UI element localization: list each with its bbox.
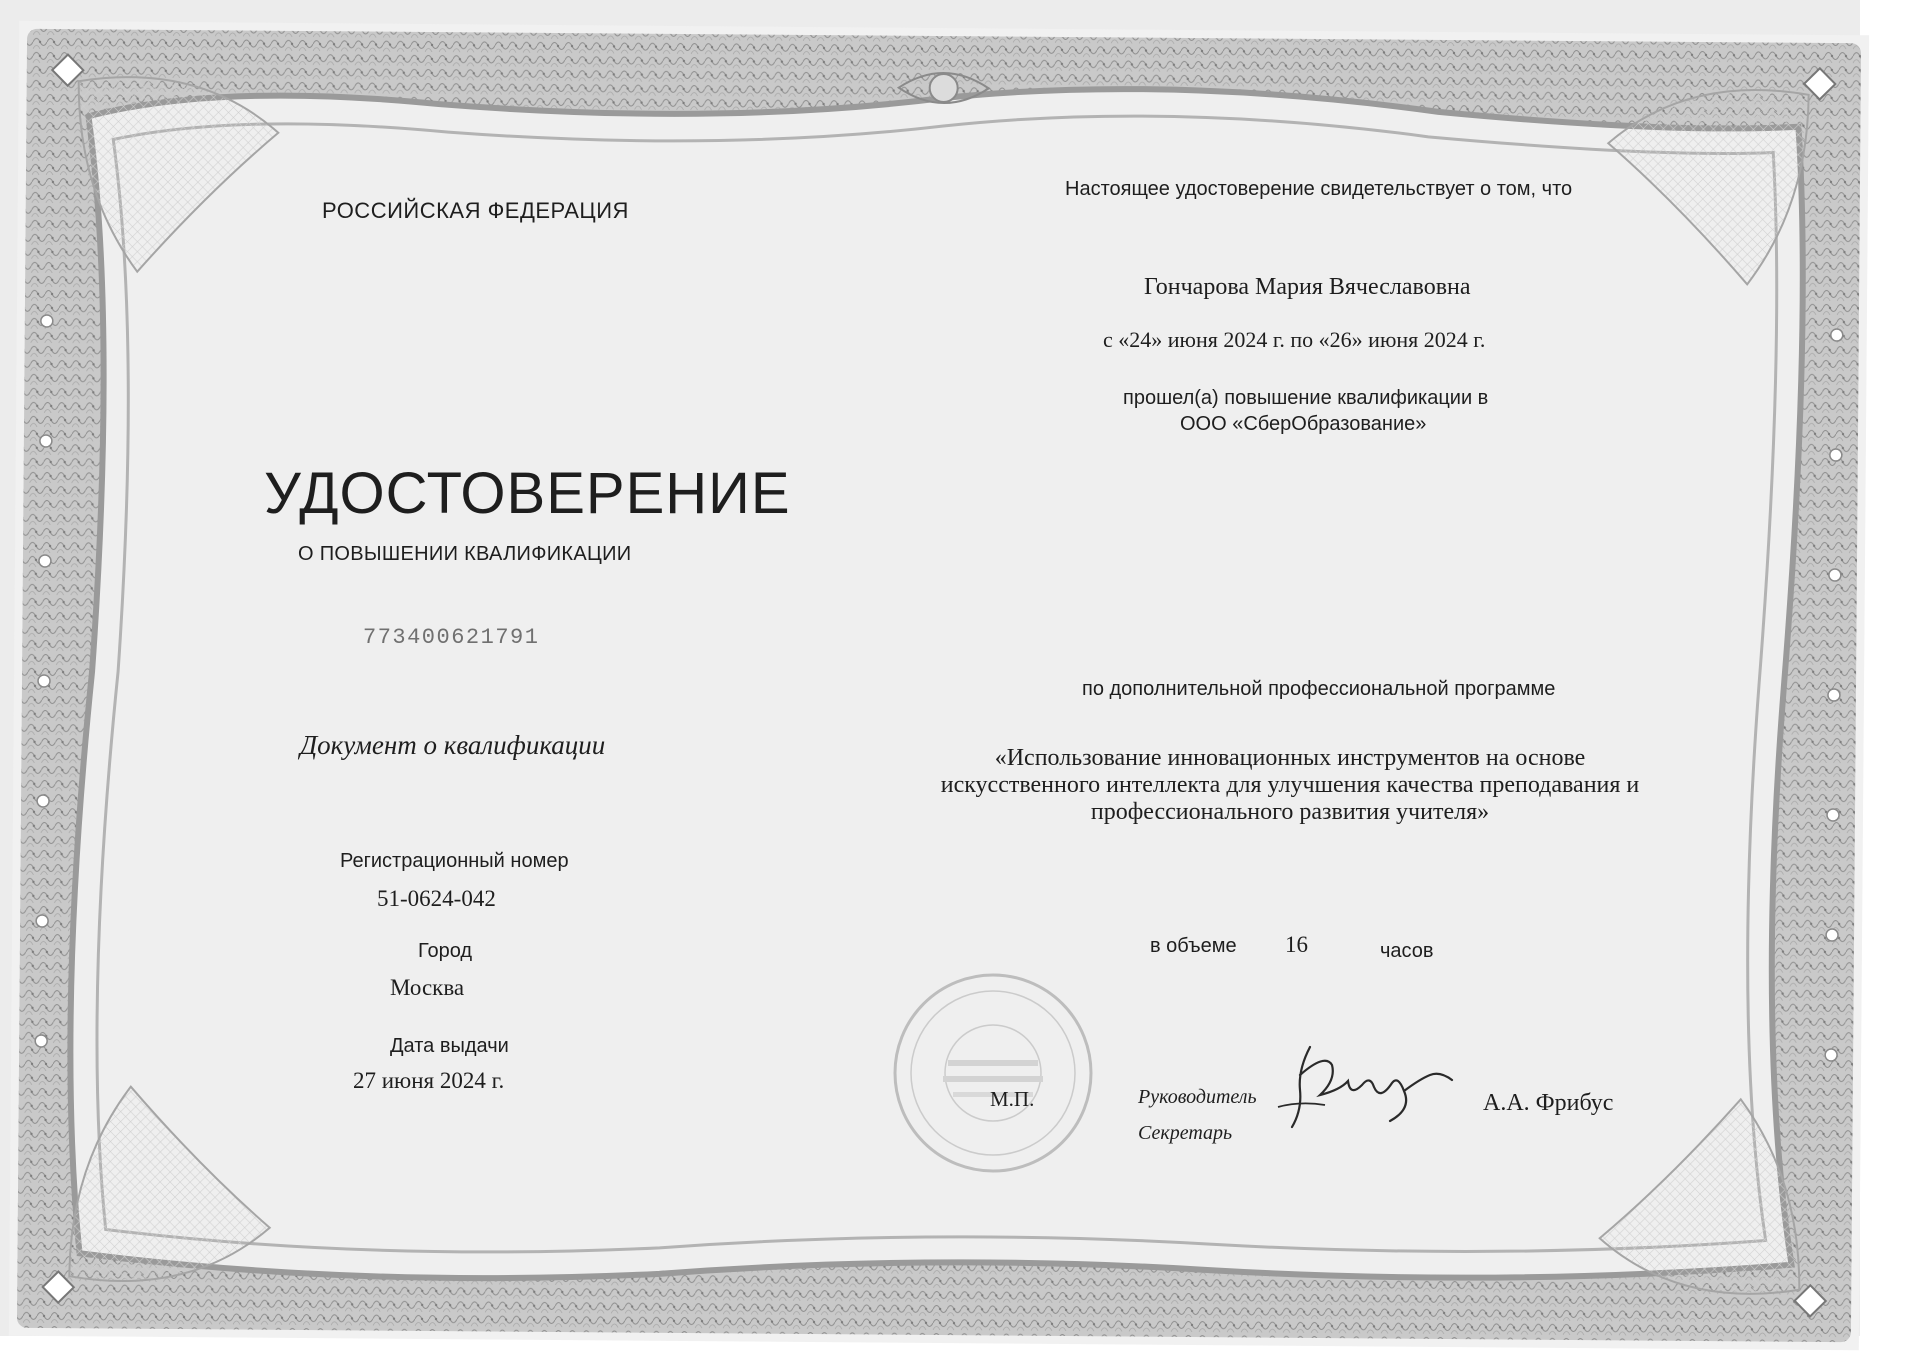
head-signature [1270,1035,1455,1135]
certifies-text: Настоящее удостоверение свидетельствует о том, что [1065,178,1573,200]
city-label: Город [418,940,473,962]
issue-date-label: Дата выдачи [390,1035,509,1057]
issue-date: 27 июня 2024 г. [353,1068,505,1093]
head-label: Руководитель [1138,1086,1257,1108]
organization-name: ООО «СберОбразование» [1180,413,1427,435]
registration-number: 51-0624-042 [377,886,496,911]
volume-label: в объеме [1150,935,1237,957]
city-value: Москва [390,975,465,1000]
head-name: А.А. Фрибус [1483,1090,1614,1116]
registration-label: Регистрационный номер [340,850,569,872]
certificate-subtitle: О ПОВЫШЕНИИ КВАЛИФИКАЦИИ [298,543,632,565]
volume-hours: 16 [1285,932,1308,957]
scan-margin-right [1860,0,1920,1358]
round-seal-stamp [888,968,1098,1178]
volume-unit: часов [1380,940,1434,962]
program-name: «Использование инновационных инструментов на основе искусственного интеллекта для улучшения качества преподавания и профессионального развития учителя» [940,745,1640,825]
document-kind: Документ о квалификации [300,730,606,760]
holder-full-name: Гончарова Мария Вячеславовна [1144,274,1471,300]
program-label: по дополнительной профессиональной программе [1082,678,1556,700]
country-heading: РОССИЙСКАЯ ФЕДЕРАЦИЯ [322,198,629,223]
secretary-label: Секретарь [1138,1122,1233,1144]
certificate-title: УДОСТОВЕРЕНИЕ [264,461,791,526]
seal-placeholder-label: М.П. [990,1087,1035,1111]
serial-number: 773400621791 [363,625,540,650]
passed-training-text: прошел(а) повышение квалификации в [1123,387,1489,409]
training-period: с «24» июня 2024 г. по «26» июня 2024 г. [1103,327,1486,352]
